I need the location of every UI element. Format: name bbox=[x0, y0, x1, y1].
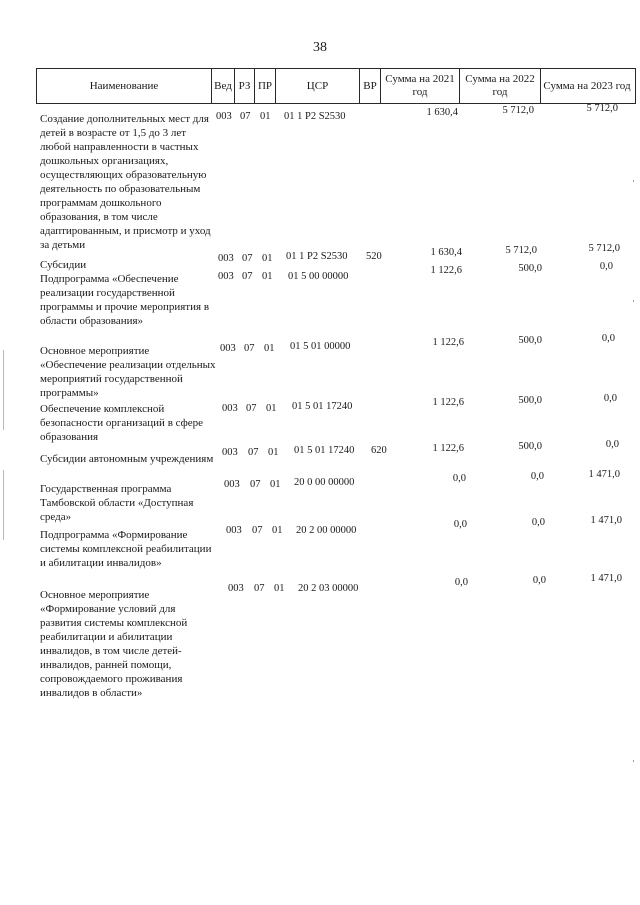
row-sum-2023: 0,0 bbox=[601, 333, 615, 344]
row-pr: 01 bbox=[268, 447, 279, 458]
row-sum-2021: 1 122,6 bbox=[432, 443, 464, 454]
page-number: 38 bbox=[313, 40, 327, 55]
row-vr: 520 bbox=[366, 251, 382, 262]
row-name: Создание дополнительных мест для детей в возрасте от 1,5 до 3 лет любой направленности в частных дошкольных организациях, осуществляющих образовательную деятельность по образовательным программам дошкольного образования, в том числе адаптированным, и присмотр и уход за детьми bbox=[40, 113, 211, 251]
col-header-pr: ПР bbox=[257, 79, 273, 92]
scan-artifact bbox=[633, 300, 634, 302]
row-rz: 07 bbox=[248, 447, 259, 458]
row-sum-2022: 5 712,0 bbox=[505, 245, 537, 256]
row-pr: 01 bbox=[262, 253, 273, 264]
row-rz: 07 bbox=[246, 403, 257, 414]
row-csr: 01 5 01 17240 bbox=[292, 401, 353, 412]
row-csr: 20 0 00 00000 bbox=[294, 477, 355, 488]
row-pr: 01 bbox=[272, 525, 283, 536]
row-sum-2022: 5 712,0 bbox=[502, 105, 534, 116]
row-name: Субсидии bbox=[40, 259, 87, 271]
row-ved: 003 bbox=[226, 525, 242, 536]
row-pr: 01 bbox=[274, 583, 285, 594]
row-sum-2023: 0,0 bbox=[603, 393, 617, 404]
col-header-sum-2021: Сумма на 2021 год bbox=[385, 73, 455, 98]
row-rz: 07 bbox=[244, 343, 255, 354]
row-sum-2022: 0,0 bbox=[530, 471, 544, 482]
row-sum-2021: 1 630,4 bbox=[426, 107, 458, 118]
row-ved: 003 bbox=[222, 403, 238, 414]
row-ved: 003 bbox=[228, 583, 244, 594]
row-sum-2022: 500,0 bbox=[518, 335, 542, 346]
row-sum-2023: 1 471,0 bbox=[590, 515, 622, 526]
scan-artifact bbox=[3, 470, 4, 540]
row-rz: 07 bbox=[252, 525, 263, 536]
row-sum-2021: 1 122,6 bbox=[430, 265, 462, 276]
row-ved: 003 bbox=[222, 447, 238, 458]
row-rz: 07 bbox=[242, 271, 253, 282]
scan-artifact bbox=[633, 760, 634, 762]
row-pr: 01 bbox=[260, 111, 271, 122]
row-csr: 01 5 01 00000 bbox=[290, 341, 351, 352]
row-csr: 20 2 00 00000 bbox=[296, 525, 357, 536]
row-ved: 003 bbox=[216, 111, 232, 122]
col-header-name: Наименование bbox=[89, 79, 159, 92]
row-csr: 01 1 P2 S2530 bbox=[286, 251, 348, 262]
col-header-sum-2023: Сумма на 2023 год bbox=[543, 79, 631, 92]
row-sum-2021: 1 630,4 bbox=[430, 247, 462, 258]
row-ved: 003 bbox=[218, 271, 234, 282]
row-sum-2021: 0,0 bbox=[453, 519, 467, 530]
table-header bbox=[36, 68, 636, 104]
row-pr: 01 bbox=[264, 343, 275, 354]
row-sum-2023: 5 712,0 bbox=[586, 103, 618, 114]
col-header-vr: ВР bbox=[363, 79, 377, 92]
row-name: Подпрограмма «Формирование системы комплексной реабилитации и абилитации инвалидов» bbox=[40, 529, 212, 569]
col-header-rz: РЗ bbox=[238, 79, 251, 92]
row-sum-2023: 0,0 bbox=[605, 439, 619, 450]
row-pr: 01 bbox=[266, 403, 277, 414]
col-header-csr: ЦСР bbox=[306, 79, 329, 92]
row-pr: 01 bbox=[262, 271, 273, 282]
row-ved: 003 bbox=[218, 253, 234, 264]
row-ved: 003 bbox=[224, 479, 240, 490]
row-sum-2022: 500,0 bbox=[518, 263, 542, 274]
row-name: Субсидии автономным учреждениям bbox=[40, 453, 214, 465]
row-name: Обеспечение комплексной безопасности организаций в сфере образования bbox=[40, 403, 204, 443]
row-pr: 01 bbox=[270, 479, 281, 490]
row-csr: 01 5 00 00000 bbox=[288, 271, 349, 282]
row-sum-2021: 0,0 bbox=[454, 577, 468, 588]
row-csr: 01 1 P2 S2530 bbox=[284, 111, 346, 122]
row-sum-2023: 0,0 bbox=[599, 261, 613, 272]
row-rz: 07 bbox=[242, 253, 253, 264]
row-sum-2022: 0,0 bbox=[531, 517, 545, 528]
row-name: Основное мероприятие «Формирование условий для развития системы комплексной реабилитации и абилитации инвалидов, в том числе детей-инвалидов, ранней помощи, сопровождаемого проживания инвалидов в области» bbox=[40, 589, 188, 699]
row-sum-2021: 1 122,6 bbox=[432, 337, 464, 348]
row-sum-2022: 500,0 bbox=[518, 395, 542, 406]
row-sum-2023: 5 712,0 bbox=[588, 243, 620, 254]
row-csr: 01 5 01 17240 bbox=[294, 445, 355, 456]
row-sum-2021: 0,0 bbox=[452, 473, 466, 484]
row-name: Основное мероприятие «Обеспечение реализации отдельных мероприятий государственной программы» bbox=[40, 345, 216, 399]
col-header-sum-2022: Сумма на 2022 год bbox=[465, 73, 535, 98]
row-name: Подпрограмма «Обеспечение реализации государственной программы и прочие мероприятия в области образования» bbox=[40, 273, 210, 327]
row-sum-2023: 1 471,0 bbox=[590, 573, 622, 584]
row-rz: 07 bbox=[254, 583, 265, 594]
row-name: Государственная программа Тамбовской области «Доступная среда» bbox=[40, 483, 194, 523]
row-sum-2022: 500,0 bbox=[518, 441, 542, 452]
row-ved: 003 bbox=[220, 343, 236, 354]
row-sum-2023: 1 471,0 bbox=[588, 469, 620, 480]
row-vr: 620 bbox=[371, 445, 387, 456]
scan-artifact bbox=[3, 350, 4, 430]
row-rz: 07 bbox=[240, 111, 251, 122]
scan-artifact bbox=[633, 180, 634, 182]
row-csr: 20 2 03 00000 bbox=[298, 583, 359, 594]
col-header-ved: Вед bbox=[214, 79, 232, 92]
row-sum-2021: 1 122,6 bbox=[432, 397, 464, 408]
row-rz: 07 bbox=[250, 479, 261, 490]
row-sum-2022: 0,0 bbox=[532, 575, 546, 586]
